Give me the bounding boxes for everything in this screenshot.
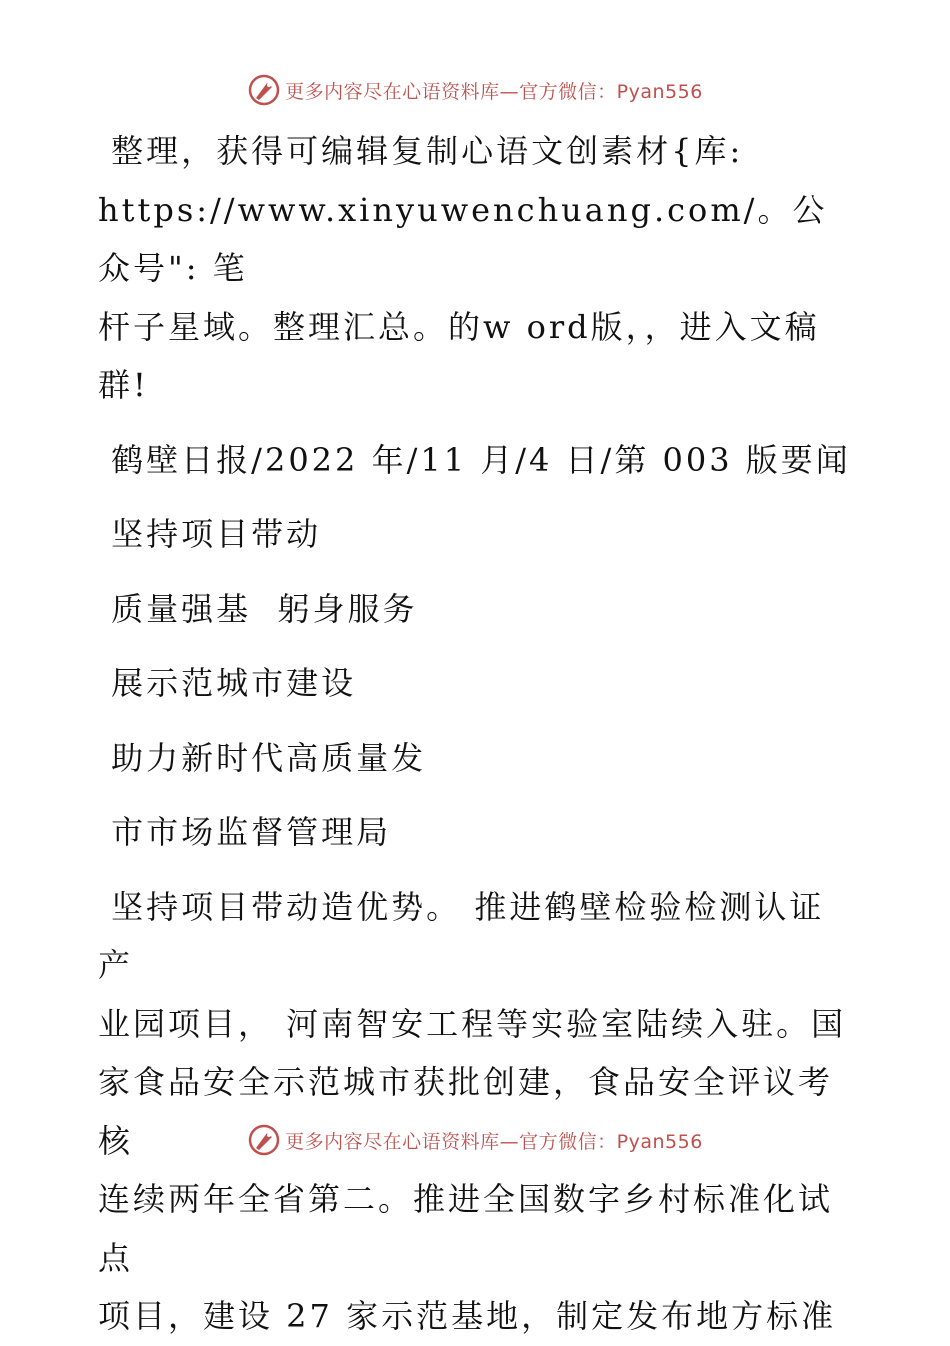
body-line: 项目，建设 27 家示范基地，制定发布地方标准 <box>98 1297 837 1335</box>
author-line: 市市场监督管理局 <box>98 813 392 851</box>
headline-line: 助力新时代高质量发 <box>98 738 427 777</box>
intro-paragraph <box>98 122 858 415</box>
body-line: 家食品安全示范城市获批创建，食品安全评议考核 <box>98 1063 834 1160</box>
watermark-text: 更多内容尽在心语资料库—官方微信：Pyan556 <box>285 80 703 103</box>
pen-nib-logo-icon <box>247 73 281 107</box>
body-line: 业园项目， 河南智安工程等实验室陆续入驻。国 <box>98 1004 847 1043</box>
headline-block <box>98 505 858 862</box>
body-line: 连续两年全省第二。推进全国数字乡村标准化试点 <box>98 1180 834 1277</box>
watermark-header <box>0 70 950 110</box>
pen-nib-logo-icon <box>247 1123 281 1157</box>
intro-line: 整理，获得可编辑复制心语文创素材{库: <box>98 132 744 170</box>
intro-line: https://www.xinyuwenchuang.com/。公众号": 笔 <box>98 190 828 287</box>
body-line: 坚持项目带动造优势。 推进鹤壁检验检测认证产 <box>98 887 825 984</box>
headline-line: 展示范城市建设 <box>98 664 357 702</box>
intro-line: 群! <box>98 366 149 404</box>
dateline: 鹤壁日报/2022 年/11 月/4 日/第 003 版要闻 <box>98 440 851 479</box>
watermark-text: 更多内容尽在心语资料库—官方微信：Pyan556 <box>285 1130 703 1153</box>
intro-line: 杆子星域。整理汇总。的w ord版，，进入文稿 <box>98 307 820 346</box>
document-body <box>98 122 858 1346</box>
headline-line: 质量强基 躬身服务 <box>98 589 418 628</box>
headline-line: 坚持项目带动 <box>98 515 322 553</box>
watermark-footer <box>0 1120 950 1160</box>
body-paragraph <box>98 878 858 1346</box>
